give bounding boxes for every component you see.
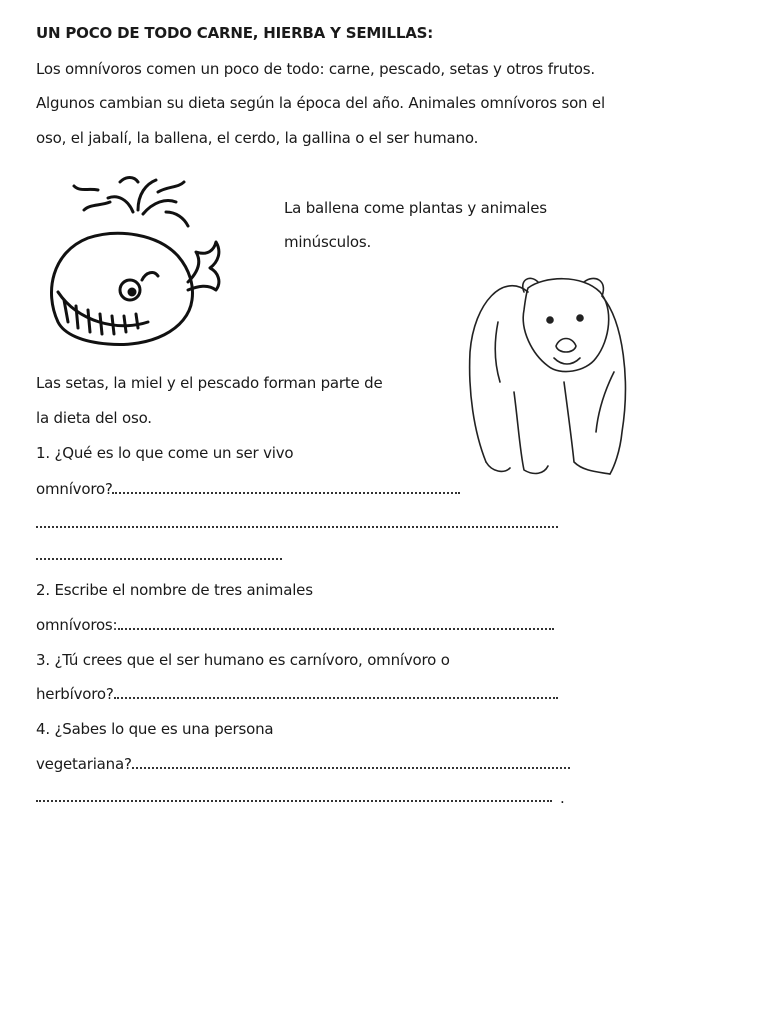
bear-text-line-1: Las setas, la miel y el pescado forman parte de — [36, 374, 383, 392]
whale-text-line-2: minúsculos. — [284, 233, 372, 251]
answer-line-4a — [132, 767, 570, 769]
answer-line-1a — [112, 492, 460, 494]
bear-text-line-2: la dieta del oso. — [36, 409, 152, 427]
worksheet-title: UN POCO DE TODO CARNE, HIERBA Y SEMILLAS: — [36, 24, 434, 42]
answer-line-2 — [118, 628, 554, 630]
question-2-line-2: omnívoros: — [36, 616, 118, 634]
answer-line-3 — [114, 697, 558, 699]
answer-line-4b — [36, 800, 552, 802]
question-4-line-2: vegetariana? — [36, 755, 132, 773]
intro-line-2: Algunos cambian su dieta según la época del año. Animales omnívoros son el — [36, 94, 605, 112]
intro-line-1: Los omnívoros comen un poco de todo: carne, pescado, setas y otros frutos. — [36, 60, 595, 78]
answer-line-1c — [36, 558, 282, 560]
question-3-line-2: herbívoro? — [36, 685, 114, 703]
intro-line-3: oso, el jabalí, la ballena, el cerdo, la gallina o el ser humano. — [36, 129, 479, 147]
question-1-line-2: omnívoro? — [36, 480, 113, 498]
answer-end-mark: . — [560, 789, 565, 807]
whale-illustration — [38, 172, 238, 358]
question-4-line-1: 4. ¿Sabes lo que es una persona — [36, 720, 274, 738]
whale-text-line-1: La ballena come plantas y animales — [284, 199, 547, 217]
answer-line-1b — [36, 526, 558, 528]
question-2-line-1: 2. Escribe el nombre de tres animales — [36, 581, 313, 599]
bear-illustration — [464, 262, 644, 482]
question-1-line-1: 1. ¿Qué es lo que come un ser vivo — [36, 444, 294, 462]
question-3-line-1: 3. ¿Tú crees que el ser humano es carnívoro, omnívoro o — [36, 651, 450, 669]
